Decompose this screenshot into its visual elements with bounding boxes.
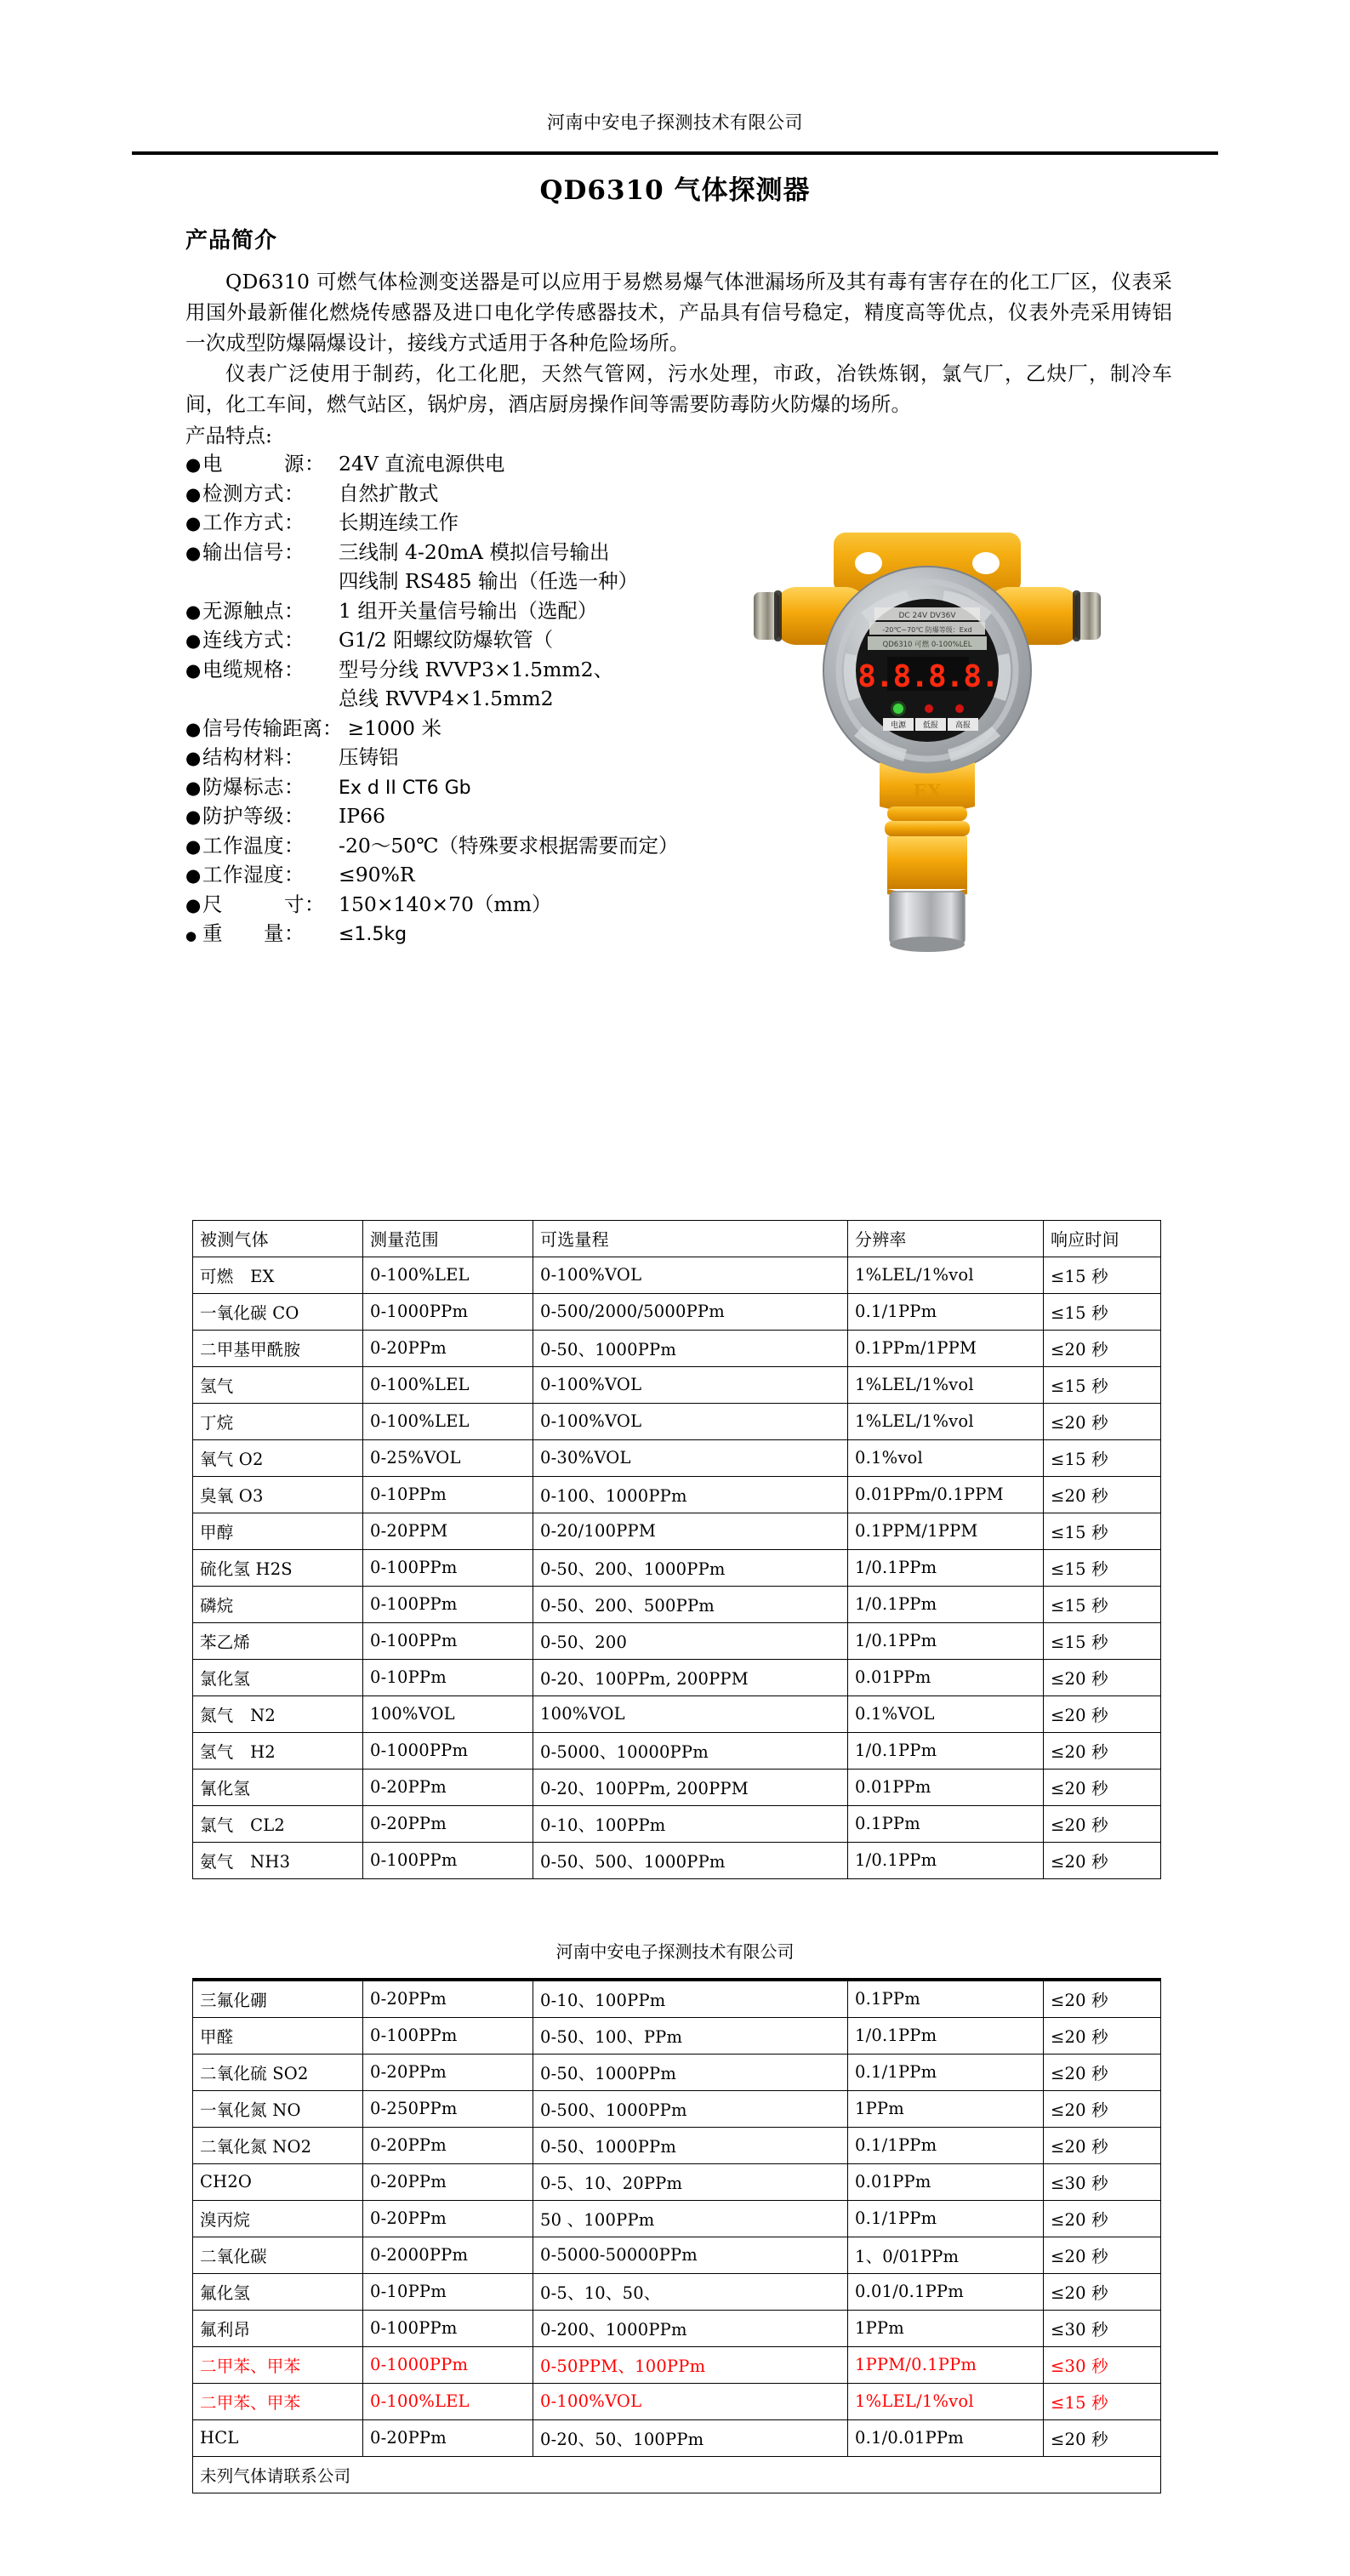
header-divider-rule [132, 151, 1218, 155]
feature-key: 连线方式： [202, 628, 305, 652]
table-row [193, 1770, 1161, 1806]
cell-resolution: 1PPM/0.1PPm [848, 2347, 1044, 2384]
cell-response-time: ≤20 秒 [1044, 1696, 1161, 1733]
feature-key: 防护等级： [202, 804, 305, 828]
cell-range: 0-100PPm [363, 2311, 533, 2347]
cell-range: 0-100PPm [363, 1550, 533, 1587]
cell-range: 0-100PPm [363, 1623, 533, 1660]
cell-response-time: ≤15 秒 [1044, 1587, 1161, 1623]
table-row [193, 1550, 1161, 1587]
cell-resolution: 0.1/1PPm [848, 2128, 1044, 2164]
cell-range: 0-100%LEL [363, 2384, 533, 2420]
running-header-company: 河南中安电子探测技术有限公司 [547, 112, 803, 133]
cell-range: 0-20PPm [363, 1770, 533, 1806]
cell-range: 0-20PPm [363, 2201, 533, 2237]
cell-resolution: 0.1/1PPm [848, 2055, 1044, 2091]
nameplate-model-text: QD6310 可燃 0-100%LEL [882, 641, 972, 649]
cell-resolution: 1/0.1PPm [848, 1843, 1044, 1879]
cell-response-time: ≤15 秒 [1044, 1294, 1161, 1331]
feature-key: 电 源： [202, 452, 325, 476]
collar-ring-1 [887, 806, 967, 821]
table-row [193, 1440, 1161, 1477]
page-title: QD6310 气体探测器 [539, 175, 811, 206]
cell-gas: 丁烷 [193, 1404, 363, 1440]
table-row [193, 1660, 1161, 1696]
cell-range: 0-20PPm [363, 2128, 533, 2164]
mid-page-running-header: 河南中安电子探测技术有限公司 [555, 1941, 795, 1962]
cell-response-time: ≤15 秒 [1044, 1367, 1161, 1404]
feature-value: 24V 直流电源供电 [339, 452, 505, 476]
power-led-label: 电源 [890, 721, 907, 730]
cell-gas: 二甲苯、甲苯 [193, 2384, 363, 2420]
cell-gas: 氟利昂 [193, 2311, 363, 2347]
cell-optional-range: 0-50PPM、100PPm [533, 2347, 848, 2384]
cell-response-time: ≤15 秒 [1044, 2384, 1161, 2420]
cell-gas: 氮气 N2 [193, 1696, 363, 1733]
cell-response-time: ≤20 秒 [1044, 2201, 1161, 2237]
cell-gas: 氟化氢 [193, 2274, 363, 2311]
bracket-hole-right [972, 552, 1000, 574]
table-header-row [193, 1221, 1161, 1257]
cell-optional-range: 0-100%VOL [533, 2384, 848, 2420]
col-header-resolution: 分辨率 [848, 1221, 1044, 1257]
cell-range: 0-10PPm [363, 2274, 533, 2311]
high-alarm-led-label: 高报 [954, 721, 971, 730]
cell-optional-range: 0-5000、10000PPm [533, 1733, 848, 1770]
cell-response-time: ≤20 秒 [1044, 2420, 1161, 2457]
table-row [193, 2201, 1161, 2237]
cell-resolution: 1/0.1PPm [848, 1587, 1044, 1623]
cell-response-time: ≤15 秒 [1044, 1440, 1161, 1477]
cell-gas: 可燃 EX [193, 1257, 363, 1294]
table-row [193, 1696, 1161, 1733]
bullet-icon: ● [185, 630, 202, 651]
cell-response-time: ≤15 秒 [1044, 1257, 1161, 1294]
feature-item [185, 480, 1172, 510]
cell-range: 0-20PPm [363, 2055, 533, 2091]
bullet-icon: ● [185, 835, 202, 857]
cell-optional-range: 0-20、100PPm, 200PPM [533, 1770, 848, 1806]
cell-optional-range: 0-5、10、50、 [533, 2274, 848, 2311]
cell-optional-range: 0-5、10、20PPm [533, 2164, 848, 2201]
cell-optional-range: 0-20/100PPM [533, 1513, 848, 1550]
cell-gas: 硫化氢 H2S [193, 1550, 363, 1587]
gland-oring-left [774, 590, 782, 641]
cell-response-time: ≤20 秒 [1044, 2128, 1161, 2164]
cell-gas: 氧气 O2 [193, 1440, 363, 1477]
cell-response-time: ≤20 秒 [1044, 1404, 1161, 1440]
feature-value: ≥1000 米 [347, 715, 441, 740]
feature-value: ≤90%R [339, 863, 415, 886]
cell-range: 0-1000PPm [363, 2347, 533, 2384]
cell-range: 0-25%VOL [363, 1440, 533, 1477]
table-row [193, 1980, 1161, 2018]
low-alarm-led-label: 低报 [922, 721, 939, 730]
cell-resolution: 1/0.1PPm [848, 1550, 1044, 1587]
cell-gas: 苯乙烯 [193, 1623, 363, 1660]
product-photo [749, 517, 1106, 994]
cell-resolution: 0.1PPm/1PPM [848, 1331, 1044, 1367]
cell-resolution: 1%LEL/1%vol [848, 2384, 1044, 2420]
cell-gas: 氢气 [193, 1367, 363, 1404]
cell-optional-range: 0-500/2000/5000PPm [533, 1294, 848, 1331]
cell-range: 0-20PPm [363, 1331, 533, 1367]
table-row [193, 1587, 1161, 1623]
cell-resolution: 0.1/1PPm [848, 1294, 1044, 1331]
table-row [193, 1623, 1161, 1660]
cell-optional-range: 0-50、200、500PPm [533, 1587, 848, 1623]
bullet-icon: ● [185, 748, 202, 768]
cell-range: 0-100PPm [363, 1843, 533, 1879]
nameplate-line2-text: -20℃~70℃ 防爆等级：Exd [882, 626, 972, 634]
cell-optional-range: 0-200、1000PPm [533, 2311, 848, 2347]
cell-resolution: 0.01PPm [848, 1660, 1044, 1696]
table-row [193, 1513, 1161, 1550]
cell-resolution: 0.1/0.01PPm [848, 2420, 1044, 2457]
feature-value: Ex d II CT6 Gb [339, 777, 471, 799]
table-row [193, 2128, 1161, 2164]
feature-value: 压铸铝 [339, 745, 399, 769]
feature-value: 总线 RVVP4×1.5mm2 [339, 687, 554, 710]
cell-range: 0-10PPm [363, 1477, 533, 1513]
bullet-icon: ● [185, 513, 202, 533]
cell-optional-range: 0-5000-50000PPm [533, 2237, 848, 2274]
cell-range: 0-100%LEL [363, 1367, 533, 1404]
cell-optional-range: 0-50、200、1000PPm [533, 1550, 848, 1587]
feature-value: G1/2 阳螺纹防爆软管（ [339, 628, 554, 652]
cell-gas: 一氧化氮 NO [193, 2091, 363, 2128]
table-row [193, 2420, 1161, 2457]
bullet-icon: ● [185, 601, 202, 622]
table-body-part-1 [193, 1257, 1161, 1879]
cell-optional-range: 0-100、1000PPm [533, 1477, 848, 1513]
cell-optional-range: 0-20、50、100PPm [533, 2420, 848, 2457]
feature-value: 自然扩散式 [339, 481, 439, 505]
feature-key: 工作温度： [202, 833, 305, 858]
cell-resolution: 0.01PPm [848, 1770, 1044, 1806]
collar-ring-2 [885, 821, 970, 836]
bullet-icon: ● [185, 718, 202, 739]
nameplate [868, 607, 987, 650]
cell-gas: 二氧化氮 NO2 [193, 2128, 363, 2164]
feature-value: 型号分线 RVVP3×1.5mm2、 [339, 657, 614, 681]
cell-gas: 甲醛 [193, 2018, 363, 2055]
cell-range: 0-1000PPm [363, 1294, 533, 1331]
cell-optional-range: 0-50、100、PPm [533, 2018, 848, 2055]
cell-response-time: ≤20 秒 [1044, 1660, 1161, 1696]
cell-optional-range: 0-100%VOL [533, 1404, 848, 1440]
cell-gas: 氯化氢 [193, 1660, 363, 1696]
cell-optional-range: 0-100%VOL [533, 1367, 848, 1404]
cell-optional-range: 0-30%VOL [533, 1440, 848, 1477]
section-title-product-intro: 产品简介 [185, 228, 278, 254]
bullet-icon: ● [185, 542, 202, 563]
cell-range: 0-10PPm [363, 1660, 533, 1696]
col-header-range: 测量范围 [363, 1221, 533, 1257]
table-row [193, 2164, 1161, 2201]
cell-resolution: 0.1%VOL [848, 1696, 1044, 1733]
feature-key: 尺 寸： [202, 892, 325, 916]
cell-resolution: 1%LEL/1%vol [848, 1257, 1044, 1294]
cell-resolution: 0.01/0.1PPm [848, 2274, 1044, 2311]
table-row [193, 2091, 1161, 2128]
cell-gas: 氢气 H2 [193, 1733, 363, 1770]
cell-resolution: 1/0.1PPm [848, 2018, 1044, 2055]
cell-range: 0-20PPm [363, 1980, 533, 2018]
sensor-barrel [887, 836, 967, 889]
bullet-icon: ● [185, 865, 202, 886]
cell-resolution: 0.1PPm [848, 1980, 1044, 2018]
features-heading: 产品特点: [185, 424, 272, 447]
intro-paragraph-1: QD6310 可燃气体检测变送器是可以应用于易燃易爆气体泄漏场所及其有毒有害存在的化工厂区，仪表采用国外最新催化燃烧传感器及进口电化学传感器技术，产品具有信号稳定，精度高等优点，仪表外壳采用铸铝一次成型防爆隔爆设计，接线方式适用于各种危险场所。 [185, 270, 1172, 355]
col-header-response-time: 响应时间 [1044, 1221, 1161, 1257]
feature-key: 结构材料： [202, 745, 305, 769]
cell-gas: 氯气 CL2 [193, 1806, 363, 1843]
feature-value: 150×140×70（mm） [339, 892, 552, 916]
cell-response-time: ≤20 秒 [1044, 1331, 1161, 1367]
table-row [193, 2055, 1161, 2091]
table-row [193, 1806, 1161, 1843]
bullet-icon: ● [185, 777, 202, 798]
cell-optional-range: 50 、100PPm [533, 2201, 848, 2237]
cell-range: 0-20PPm [363, 2420, 533, 2457]
cell-gas: CH2O [193, 2164, 363, 2201]
cell-response-time: ≤20 秒 [1044, 1980, 1161, 2018]
cell-resolution: 1PPm [848, 2091, 1044, 2128]
col-header-optional-range: 可选量程 [533, 1221, 848, 1257]
table-row [193, 2237, 1161, 2274]
cell-optional-range: 0-50、1000PPm [533, 1331, 848, 1367]
feature-key: 重 量： [202, 921, 305, 945]
cell-range: 0-20PPm [363, 2164, 533, 2201]
cell-range: 0-100PPm [363, 1587, 533, 1623]
cell-response-time: ≤30 秒 [1044, 2311, 1161, 2347]
table-row [193, 1404, 1161, 1440]
cell-response-time: ≤20 秒 [1044, 2055, 1161, 2091]
gas-specification-table-part-1 [192, 1220, 1161, 1879]
cell-gas: 二氧化硫 SO2 [193, 2055, 363, 2091]
feature-value: 1 组开关量信号输出（选配） [339, 598, 598, 623]
cell-range: 0-1000PPm [363, 1733, 533, 1770]
led-labels [883, 718, 978, 731]
table-row [193, 1843, 1161, 1879]
feature-value: 三线制 4-20mA 模拟信号输出 [339, 539, 610, 564]
cell-resolution: 0.01PPm [848, 2164, 1044, 2201]
cell-optional-range: 0-10、100PPm [533, 1806, 848, 1843]
table-row-highlighted [193, 2384, 1161, 2420]
nameplate-line1-text: DC 24V DV36V [898, 612, 956, 620]
bullet-icon: ● [185, 659, 202, 681]
cell-response-time: ≤20 秒 [1044, 2091, 1161, 2128]
feature-key: 检测方式： [202, 481, 305, 505]
cell-response-time: ≤15 秒 [1044, 1513, 1161, 1550]
bullet-icon: ● [185, 894, 202, 915]
table-row [193, 1733, 1161, 1770]
cell-resolution: 1PPm [848, 2311, 1044, 2347]
cell-range: 0-2000PPm [363, 2237, 533, 2274]
bullet-icon: ● [185, 928, 197, 943]
sensor-cap [890, 892, 965, 944]
cell-response-time: ≤20 秒 [1044, 1770, 1161, 1806]
cell-response-time: ≤20 秒 [1044, 1843, 1161, 1879]
cell-range: 0-20PPm [363, 1806, 533, 1843]
feature-key: 信号传输距离： [202, 715, 343, 740]
cell-resolution: 1、0/01PPm [848, 2237, 1044, 2274]
cell-gas: 甲醇 [193, 1513, 363, 1550]
cell-optional-range: 0-50、200 [533, 1623, 848, 1660]
cell-range: 100%VOL [363, 1696, 533, 1733]
cell-gas: HCL [193, 2420, 363, 2457]
cell-response-time: ≤20 秒 [1044, 1733, 1161, 1770]
cell-response-time: ≤15 秒 [1044, 1550, 1161, 1587]
table-footer-note: 未列气体请联系公司 [193, 2457, 1161, 2493]
col-header-gas: 被测气体 [193, 1221, 363, 1257]
cell-resolution: 1%LEL/1%vol [848, 1367, 1044, 1404]
gas-specification-table-part-2 [192, 1978, 1161, 2493]
table-row [193, 2311, 1161, 2347]
cell-range: 0-100%LEL [363, 1257, 533, 1294]
cell-optional-range: 0-20、100PPm, 200PPM [533, 1660, 848, 1696]
cell-range: 0-250PPm [363, 2091, 533, 2128]
table-row [193, 2018, 1161, 2055]
seven-segment-display [857, 657, 998, 694]
table-row [193, 1367, 1161, 1404]
feature-key: 防爆标志： [202, 774, 305, 799]
cell-gas: 氰化氢 [193, 1770, 363, 1806]
cell-gas: 一氧化碳 CO [193, 1294, 363, 1331]
table-row [193, 1477, 1161, 1513]
cell-response-time: ≤30 秒 [1044, 2164, 1161, 2201]
cell-response-time: ≤30 秒 [1044, 2347, 1161, 2384]
cell-optional-range: 0-50、500、1000PPm [533, 1843, 848, 1879]
table-row [193, 2274, 1161, 2311]
cell-response-time: ≤20 秒 [1044, 1806, 1161, 1843]
cell-resolution: 0.1%vol [848, 1440, 1044, 1477]
bullet-icon: ● [185, 454, 202, 475]
cell-resolution: 1/0.1PPm [848, 1733, 1044, 1770]
cell-resolution: 0.1/1PPm [848, 2201, 1044, 2237]
bullet-icon: ● [185, 806, 202, 827]
feature-item [185, 450, 1172, 480]
cell-response-time: ≤20 秒 [1044, 2018, 1161, 2055]
cell-resolution: 1%LEL/1%vol [848, 1404, 1044, 1440]
feature-key: 工作湿度： [202, 863, 305, 886]
cell-resolution: 0.01PPm/0.1PPM [848, 1477, 1044, 1513]
cell-range: 0-100%LEL [363, 1404, 533, 1440]
cell-resolution: 0.1PPm [848, 1806, 1044, 1843]
feature-value: -20～50℃（特殊要求根据需要而定） [339, 833, 679, 858]
feature-value: IP66 [339, 804, 385, 828]
table-row [193, 1257, 1161, 1294]
cell-resolution: 1/0.1PPm [848, 1623, 1044, 1660]
gland-oring-right [1073, 590, 1080, 641]
feature-key: 电缆规格： [202, 657, 305, 681]
feature-key: 无源触点： [202, 598, 305, 623]
gas-table-part-1-wrapper [192, 1220, 1160, 1879]
cell-gas: 二甲苯、甲苯 [193, 2347, 363, 2384]
feature-key: 输出信号： [202, 539, 305, 564]
cell-response-time: ≤20 秒 [1044, 1477, 1161, 1513]
table-row [193, 1331, 1161, 1367]
cell-gas: 二甲基甲酰胺 [193, 1331, 363, 1367]
bracket-hole-left [855, 552, 882, 574]
gas-table-part-2-wrapper [192, 1978, 1160, 2493]
cell-range: 0-100PPm [363, 2018, 533, 2055]
cell-gas: 磷烷 [193, 1587, 363, 1623]
ex-mark-text: EX [913, 781, 942, 803]
cell-gas: 臭氧 O3 [193, 1477, 363, 1513]
cell-optional-range: 0-50、1000PPm [533, 2128, 848, 2164]
cell-optional-range: 0-500、1000PPm [533, 2091, 848, 2128]
feature-value: ≤1.5kg [339, 924, 407, 945]
table-row-highlighted [193, 2347, 1161, 2384]
cell-gas: 二氧化碳 [193, 2237, 363, 2274]
display-value-text: 8.8.8.8. [857, 659, 999, 694]
bullet-icon: ● [185, 483, 202, 504]
cell-optional-range: 0-100%VOL [533, 1257, 848, 1294]
cell-optional-range: 0-50、1000PPm [533, 2055, 848, 2091]
table-row [193, 1294, 1161, 1331]
table-footer-row [193, 2457, 1161, 2493]
cell-response-time: ≤15 秒 [1044, 1623, 1161, 1660]
cell-gas: 三氟化硼 [193, 1980, 363, 2018]
cell-range: 0-20PPM [363, 1513, 533, 1550]
cell-gas: 氨气 NH3 [193, 1843, 363, 1879]
cell-optional-range: 0-10、100PPm [533, 1980, 848, 2018]
cell-response-time: ≤20 秒 [1044, 2274, 1161, 2311]
feature-key: 工作方式： [202, 510, 305, 534]
table-body-part-2 [193, 1980, 1161, 2493]
cell-optional-range: 100%VOL [533, 1696, 848, 1733]
sensor-cap-bottom [890, 937, 965, 952]
gas-detector-illustration [749, 517, 1106, 994]
feature-value: 长期连续工作 [339, 510, 459, 534]
low-alarm-led [925, 704, 933, 713]
intro-paragraph-2: 仪表广泛使用于制药，化工化肥，天然气管网，污水处理，市政，冶铁炼钢，氯气厂，乙炔厂，制冷车间，化工车间，燃气站区，锅炉房，酒店厨房操作间等需要防毒防火防爆的场所。 [185, 362, 1172, 416]
high-alarm-led [955, 704, 964, 713]
cell-response-time: ≤20 秒 [1044, 2237, 1161, 2274]
feature-value: 四线制 RS485 输出（任选一种） [339, 569, 639, 593]
cell-resolution: 0.1PPM/1PPM [848, 1513, 1044, 1550]
cell-gas: 溴丙烷 [193, 2201, 363, 2237]
